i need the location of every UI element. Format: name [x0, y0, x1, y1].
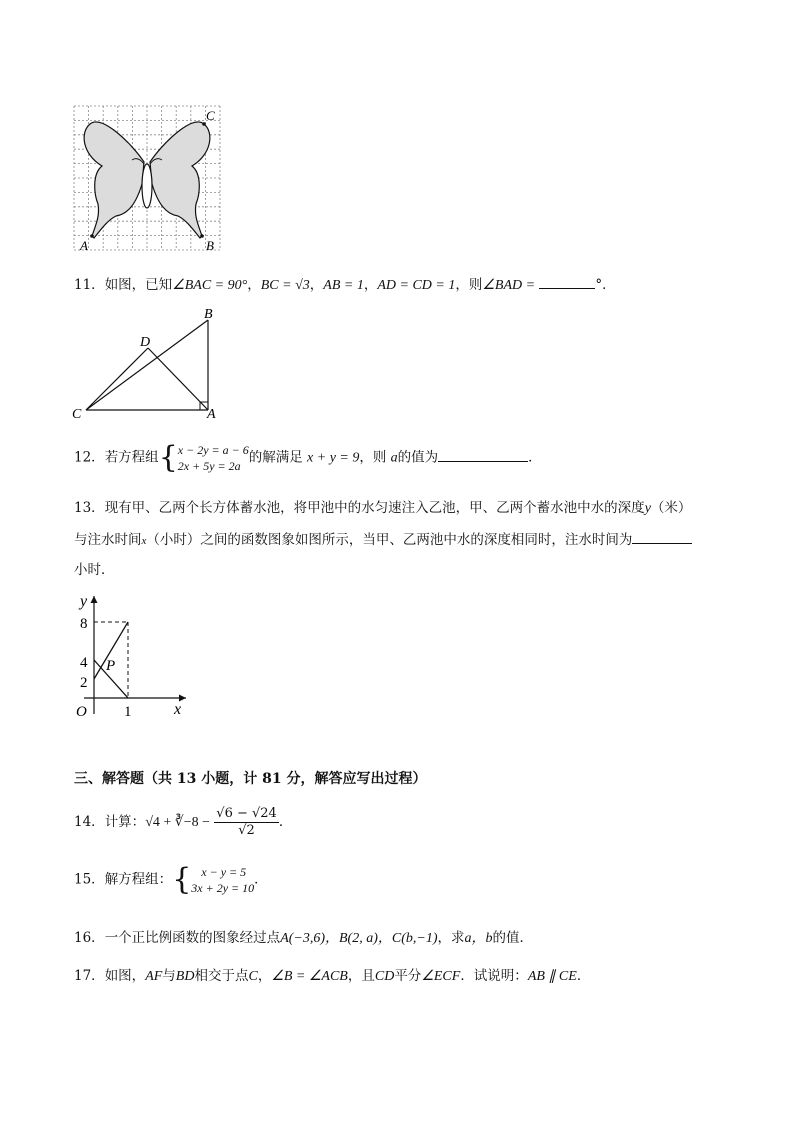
q11-sep1: ， [247, 277, 261, 293]
axis-label-x: x [174, 701, 182, 718]
q16-end: 的值． [492, 930, 533, 946]
q17-s7: AB ∥ CE [527, 969, 577, 984]
q15-brace: { [172, 862, 192, 897]
q14-denominator: √2 [238, 823, 255, 838]
butterfly-body [142, 164, 152, 208]
q13-text-line1: 现有甲、乙两个长方体蓄水池，将甲池中的水匀速注入乙池，甲、乙两个蓄水池中水的深度 [104, 500, 645, 516]
q12-eq2: 2x + 5y = 2a [177, 459, 241, 473]
q15-eq2: 3x + 2y = 10 [191, 881, 255, 895]
question-16 [74, 928, 533, 949]
q12-suffix: 的值为 [397, 449, 439, 466]
q16-tail: ，求 [437, 930, 465, 946]
q17-t6: ．试说明： [460, 968, 528, 984]
q17-t5: 平分 [394, 968, 422, 984]
q14-end: ． [278, 814, 293, 830]
q17-t4: ，且 [347, 968, 375, 984]
q17-s3: C [248, 969, 258, 984]
q17-s2: BD [175, 969, 195, 984]
label-b: B [204, 307, 213, 322]
point-p-label: P [106, 658, 116, 674]
point-b-dot [200, 234, 204, 238]
q11-cond1: ∠BAC = 90° [172, 278, 248, 293]
segment-cb [86, 320, 208, 410]
q13-number: 13． [74, 500, 105, 516]
q17-end: ． [576, 968, 591, 984]
question-17 [74, 966, 590, 987]
q17-t1: 与 [162, 968, 176, 984]
q12-cond: x + y = 9 [307, 450, 360, 466]
q11-target: ∠BAD = [482, 278, 536, 293]
q11-cond3: AB = 1 [323, 278, 364, 293]
q17-s5: CD [374, 969, 395, 984]
question-13-line3 [74, 560, 115, 580]
label-b: B [206, 238, 214, 253]
question-14 [74, 806, 292, 839]
q11-prefix: 如图，已知 [104, 277, 173, 293]
origin-label: O [76, 704, 87, 720]
q14-fraction [214, 806, 279, 839]
q17-t2: 相交于点 [194, 968, 249, 984]
triangle-figure [68, 306, 228, 422]
label-c: C [72, 407, 82, 422]
q12-var: a [390, 450, 398, 466]
q14-numerator: √6 − √24 [216, 806, 277, 821]
q13-text-line2a: 与注水时间 [74, 532, 142, 548]
q11-sep2: ， [309, 277, 324, 293]
label-a: A [80, 238, 88, 253]
question-12 [74, 442, 542, 474]
q12-brace: { [158, 440, 178, 475]
axis-label-y: y [80, 593, 88, 610]
q16-text: 一个正比例函数的图象经过点 [104, 930, 281, 946]
q12-mid2: ，则 [359, 449, 387, 466]
q12-prefix: 若方程组 [104, 449, 159, 466]
question-11 [74, 274, 616, 296]
q15-text: 解方程组： [104, 871, 173, 888]
q15-system [191, 864, 254, 896]
q15-eq1: x − y = 5 [201, 865, 247, 879]
point-a-dot [90, 234, 94, 238]
label-d: D [140, 335, 151, 350]
tick-x-1: 1 [124, 704, 132, 720]
label-c: C [206, 108, 215, 123]
q13-var-y: y [644, 501, 651, 516]
question-15 [74, 864, 268, 896]
q15-number: 15． [74, 871, 105, 888]
q11-number: 11． [74, 277, 105, 293]
q11-answer-blank[interactable] [539, 274, 595, 289]
q15-end: ． [254, 871, 268, 888]
butterfly-figure [72, 104, 224, 254]
tick-y-4: 4 [80, 655, 88, 671]
q17-t3: ， [257, 968, 272, 984]
q11-cond2: BC = √3 [260, 278, 310, 293]
q17-s1: AF [145, 969, 163, 984]
q12-number: 12． [74, 449, 105, 466]
q14-expr: √4 + ∛−8 − [145, 815, 210, 830]
q16-vars: a，b [464, 931, 493, 946]
q16-number: 16． [74, 930, 105, 946]
q12-system [178, 442, 249, 474]
segment-cd [86, 348, 148, 410]
q13-var-x: x [141, 535, 147, 547]
q11-cond4: AD = CD = 1 [377, 278, 456, 293]
q12-end: ． [528, 449, 542, 466]
q12-mid: 的解满足 [248, 449, 303, 466]
segment-da [148, 348, 208, 410]
label-a: A [207, 407, 216, 422]
q17-number: 17． [74, 968, 105, 984]
section-3-title: 三、解答题（共 13 小题，计 81 分，解答应写出过程） [74, 771, 427, 787]
q11-mid: ，则 [455, 277, 483, 293]
question-13-line1 [74, 498, 691, 519]
q17-s4: ∠B = ∠ACB [271, 969, 348, 984]
q14-number: 14． [74, 814, 105, 830]
q11-suffix: °． [595, 277, 616, 293]
question-13-line2 [74, 529, 692, 551]
q14-text: 计算： [104, 814, 146, 830]
q12-eq1: x − 2y = a − 6 [177, 443, 249, 457]
q13-answer-blank[interactable] [632, 529, 692, 544]
q13-line1-end: （米） [650, 500, 692, 516]
q11-sep3: ， [363, 277, 378, 293]
tick-y-8: 8 [80, 616, 88, 632]
q16-points: A(−3,6)，B(2, a)，C(b,−1) [280, 931, 438, 946]
tick-y-2: 2 [80, 675, 88, 691]
q12-answer-blank[interactable] [438, 447, 528, 462]
q17-s6: ∠ECF [421, 969, 461, 984]
q17-text-a: 如图， [104, 968, 146, 984]
q13-text-line3: 小时． [74, 562, 115, 578]
depth-time-graph [70, 590, 194, 720]
q13-text-line2b: （小时）之间的函数图象如图所示，当甲、乙两池中水的深度相同时，注水时间为 [146, 532, 633, 548]
